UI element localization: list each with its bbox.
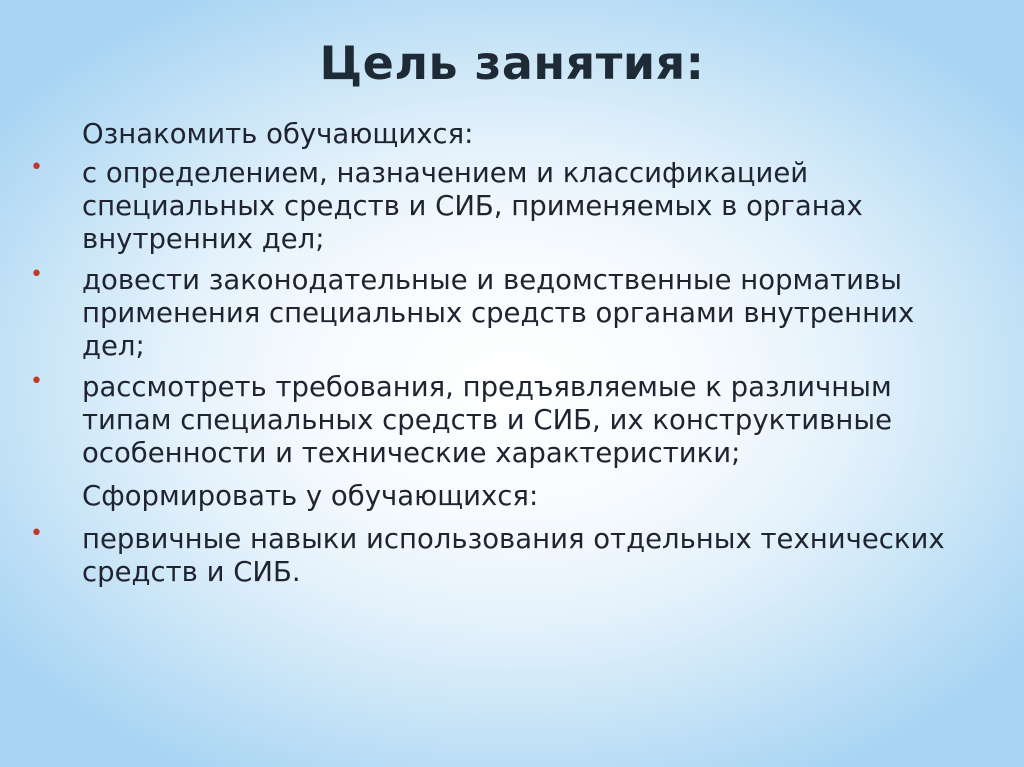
bullet-text: первичные навыки использования отдельных технических средств и СИБ. <box>82 523 945 588</box>
bullet-text: рассмотреть требования, предъявляемые к различным типам специальных средств и СИБ, их конструктивные особенности и технические характеристики; <box>82 371 892 469</box>
bullet-item <box>30 157 960 256</box>
bullet-text: с определением, назначением и классификацией специальных средств и СИБ, применяемых в органах внутренних дел; <box>82 157 863 255</box>
intro-familiarize: Ознакомить обучающихся: <box>82 118 474 150</box>
bullet-text: довести законодательные и ведомственные нормативы применения специальных средств органами внутренних дел; <box>82 264 915 362</box>
bullet-item <box>30 371 960 470</box>
slide-body <box>30 118 960 597</box>
bullet-icon: • <box>30 369 43 394</box>
bullet-icon: • <box>30 155 43 180</box>
slide-title: Цель занятия: <box>319 36 705 90</box>
bullet-icon: • <box>30 262 43 287</box>
bullet-item <box>30 523 960 589</box>
intro-form-skills: Сформировать у обучающихся: <box>82 480 539 512</box>
bullet-item <box>30 264 960 363</box>
bullet-icon: • <box>30 521 43 546</box>
